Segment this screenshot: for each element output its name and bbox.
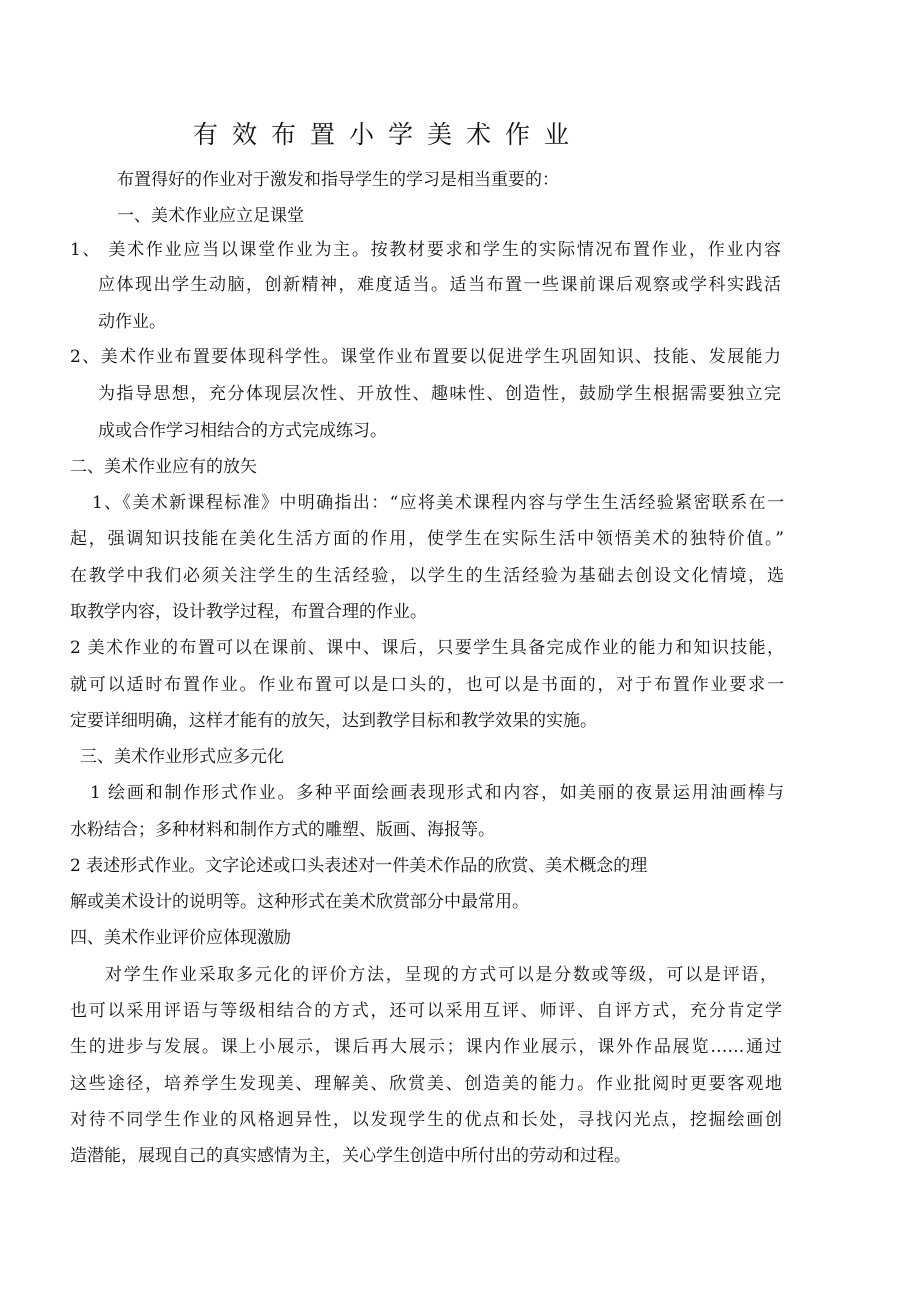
section-1-heading: 一、美术作业应立足课堂: [117, 206, 304, 226]
paragraph-line: 对待不同学生作业的风格迥异性，以发现学生的优点和长处，寻找闪光点，挖掘绘画创: [70, 1110, 782, 1130]
paragraph-line: 2 美术作业的布置可以在课前、课中、课后，只要学生具备完成作业的能力和知识技能，: [70, 638, 784, 658]
paragraph-line: 对学生作业采取多元化的评价方法，呈现的方式可以是分数或等级，可以是评语，: [105, 965, 777, 985]
paragraph-line: 1、《美术新课程标准》中明确指出：“应将美术课程内容与学生生活经验紧密联系在一: [92, 493, 784, 513]
section-3-heading: 三、美术作业形式应多元化: [80, 747, 284, 767]
section-2-heading: 二、美术作业应有的放矢: [70, 457, 257, 477]
paragraph-line: 1、 美术作业应当以课堂作业为主。按教材要求和学生的实际情况布置作业，作业内容: [70, 240, 781, 260]
paragraph-line: 这些途径，培养学生发现美、理解美、欣赏美、创造美的能力。作业批阅时更要客观地: [70, 1074, 782, 1094]
paragraph-line: 解或美术设计的说明等。这种形式在美术欣赏部分中最常用。: [70, 892, 529, 912]
paragraph-line: 2、美术作业布置要体现科学性。课堂作业布置要以促进学生巩固知识、技能、发展能力: [70, 347, 781, 367]
section-4-heading: 四、美术作业评价应体现激励: [70, 928, 291, 948]
paragraph-line: 也可以采用评语与等级相结合的方式，还可以采用互评、师评、自评方式，充分肯定学: [70, 1001, 782, 1021]
paragraph-line: 2 表述形式作业。文字论述或口头表述对一件美术作品的欣赏、美术概念的理: [70, 856, 648, 876]
paragraph-line: 在教学中我们必须关注学生的生活经验，以学生的生活经验为基础去创设文化情境，选: [70, 566, 784, 586]
paragraph-line: 取教学内容，设计教学过程，布置合理的作业。: [70, 602, 427, 622]
paragraph-line: 动作业。: [98, 312, 166, 332]
paragraph-line: 水粉结合；多种材料和制作方式的雕塑、版画、海报等。: [70, 820, 495, 840]
page-title: 有效布置小学美术作业: [193, 120, 584, 149]
paragraph-line: 1 绘画和制作形式作业。多种平面绘画表现形式和内容，如美丽的夜景运用油画棒与: [90, 783, 784, 803]
paragraph-line: 为指导思想，充分体现层次性、开放性、趣味性、创造性，鼓励学生根据需要独立完: [98, 384, 781, 404]
paragraph-line: 造潜能，展现自己的真实感情为主，关心学生创造中所付出的劳动和过程。: [70, 1146, 631, 1166]
intro-paragraph: 布置得好的作业对于激发和指导学生的学习是相当重要的：: [117, 170, 559, 190]
paragraph-line: 定要详细明确，这样才能有的放矢，达到教学目标和教学效果的实施。: [70, 711, 597, 731]
paragraph-line: 成或合作学习相结合的方式完成练习。: [98, 421, 387, 441]
paragraph-line: 起，强调知识技能在美化生活方面的作用，使学生在实际生活中领悟美术的独特价值。”: [70, 529, 784, 549]
paragraph-line: 应体现出学生动脑，创新精神，难度适当。适当布置一些课前课后观察或学科实践活: [98, 275, 781, 295]
paragraph-line: 就可以适时布置作业。作业布置可以是口头的，也可以是书面的，对于布置作业要求一: [70, 675, 784, 695]
paragraph-line: 生的进步与发展。课上小展示，课后再大展示；课内作业展示，课外作品展览……通过: [70, 1037, 782, 1057]
